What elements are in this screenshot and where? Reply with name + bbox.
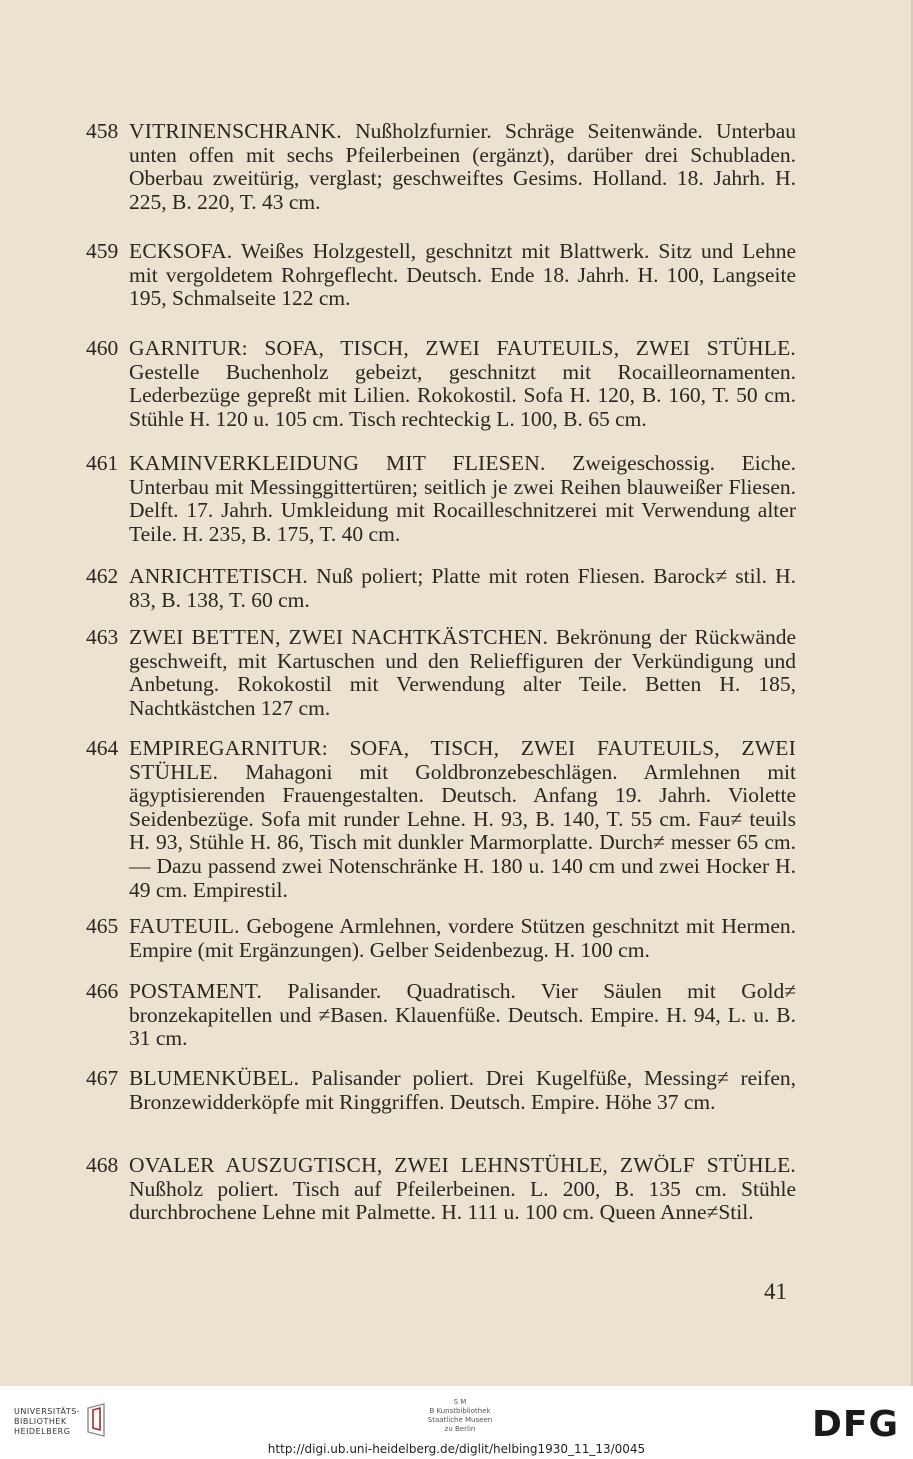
entry-number: 468 xyxy=(86,1153,119,1177)
catalog-entry-465 xyxy=(86,915,796,962)
entry-text xyxy=(129,337,796,431)
entry-text xyxy=(129,915,796,962)
entry-text xyxy=(129,452,796,546)
catalog-entry-468 xyxy=(86,1154,796,1225)
entry-text xyxy=(129,120,796,214)
entry-description: Palisander poliert. Drei Kugelfüße, Messing≠ reifen, Bronzewidderköpfe mit Ringgriffen. Deutsch. Empire. Höhe 37 cm. xyxy=(129,1066,796,1114)
entry-description: Nuß poliert; Platte mit roten Fliesen. Barock≠ stil. H. 83, B. 138, T. 60 cm. xyxy=(129,564,796,612)
entry-text xyxy=(129,626,796,720)
entry-title: ANRICHTETISCH. xyxy=(129,564,308,588)
entry-title: EMPIREGARNITUR: SOFA, TISCH, ZWEI FAUTEUILS, ZWEI STÜHLE. xyxy=(129,736,796,784)
entry-title: OVALER AUSZUGTISCH, ZWEI LEHNSTÜHLE, ZWÖLF STÜHLE. xyxy=(129,1153,796,1177)
entry-number: 461 xyxy=(86,451,119,475)
entry-number: 465 xyxy=(86,914,119,938)
dfg-logo[interactable]: DFG xyxy=(812,1404,900,1445)
entry-title: KAMINVERKLEIDUNG MIT FLIESEN. xyxy=(129,451,546,475)
entry-description: Bekrönung der Rückwände geschweift, mit Kartuschen und den Relieffiguren der Verkündigung und Anbetung. Rokokostil mit Verwendung alter Teile. Betten H. 185, Nachtkästchen 127 cm. xyxy=(129,625,796,720)
entry-text xyxy=(129,240,796,311)
catalog-entry-462 xyxy=(86,565,796,612)
museum-stamp: S M B Kunstbibliothek Staatliche Museen zu Berlin xyxy=(427,1398,493,1433)
catalog-entry-458 xyxy=(86,120,796,214)
entry-text xyxy=(129,1154,796,1225)
source-url-link[interactable]: http://digi.ub.uni-heidelberg.de/diglit/helbing1930_11_13/0045 xyxy=(267,1442,646,1456)
entry-number: 467 xyxy=(86,1066,119,1090)
entry-description: Nußholzfurnier. Schräge Seitenwände. Unterbau unten offen mit sechs Pfeilerbeinen (ergänzt), darüber drei Schubladen. Oberbau zweitürig, verglast; geschweiftes Gesims. Holland. 18. Jahrh. H. 225, B. 220, T. 43 cm. xyxy=(129,119,796,214)
entry-description: Gestelle Buchenholz gebeizt, geschnitzt mit Rocailleornamenten. Lederbezüge gepreßt mit Lilien. Rokokostil. Sofa H. 120, B. 160, T. 50 cm. Stühle H. 120 u. 105 cm. Tisch rechteckig L. 100, B. 65 cm. xyxy=(129,359,796,431)
entry-text xyxy=(129,980,796,1051)
catalog-entry-466 xyxy=(86,980,796,1051)
entry-description: Mahagoni mit Goldbronzebeschlägen. Armlehnen mit ägyptisierenden Frauengestalten. Deutsch. Anfang 19. Jahrh. Violette Seidenbezüge. Sofa mit runder Lehne. H. 93, B. 140, T. 55 cm. Fau≠ teuils H. 93, Stühle H. 86, Tisch mit dunkler Marmorplatte. Durch≠ messer 65 cm. — Dazu passend zwei Notenschränke H. 180 u. 140 cm und zwei Hocker H. 49 cm. Empirestil. xyxy=(129,759,796,902)
page-number: 41 xyxy=(764,1279,787,1304)
catalog-entry-461 xyxy=(86,452,796,546)
entry-title: ECKSOFA. xyxy=(129,239,233,263)
entry-number: 462 xyxy=(86,564,119,588)
catalog-entry-467 xyxy=(86,1067,796,1114)
catalog-entry-459 xyxy=(86,240,796,311)
catalog-entry-464 xyxy=(86,737,796,902)
entry-title: POSTAMENT. xyxy=(129,979,263,1003)
entry-description: Gebogene Armlehnen, vordere Stützen geschnitzt mit Hermen. Empire (mit Ergänzungen). Gelber Seidenbezug. H. 100 cm. xyxy=(129,914,796,962)
entry-description: Weißes Holzgestell, geschnitzt mit Blattwerk. Sitz und Lehne mit vergoldetem Rohrgeflecht. Deutsch. Ende 18. Jahrh. H. 100, Langseite 195, Schmalseite 122 cm. xyxy=(129,239,796,311)
entry-description: Nußholz poliert. Tisch auf Pfeilerbeinen. L. 200, B. 135 cm. Stühle durchbrochene Lehne mit Palmette. H. 111 u. 100 cm. Queen Anne≠Stil. xyxy=(129,1176,796,1225)
entry-text xyxy=(129,565,796,612)
entry-text xyxy=(129,737,796,902)
entry-description: Zweigeschossig. Eiche. Unterbau mit Messinggittertüren; seitlich je zwei Reihen blauweißer Fliesen. Delft. 17. Jahrh. Umkleidung mit Rocailleschnitzerei mit Verwendung alter Teile. H. 235, B. 175, T. 40 cm. xyxy=(129,451,796,546)
entry-number: 464 xyxy=(86,736,119,760)
entry-number: 459 xyxy=(86,239,119,263)
entry-text xyxy=(129,1067,796,1114)
entry-description: Palisander. Quadratisch. Vier Säulen mit Gold≠ bronzekapitellen und ≠Basen. Klauenfüße. Deutsch. Empire. H. 94, L. u. B. 31 cm. xyxy=(129,979,796,1051)
entry-number: 458 xyxy=(86,119,119,143)
entry-title: ZWEI BETTEN, ZWEI NACHTKÄSTCHEN. xyxy=(129,625,549,649)
entry-number: 466 xyxy=(86,979,119,1003)
library-logo-icon[interactable] xyxy=(84,1402,110,1438)
entry-title: FAUTEUIL. xyxy=(129,914,240,938)
catalog-entry-460 xyxy=(86,337,796,431)
library-name[interactable]: UNIVERSITÄTS- BIBLIOTHEK HEIDELBERG xyxy=(14,1407,81,1436)
catalog-entry-463 xyxy=(86,626,796,720)
entry-title: VITRINENSCHRANK. xyxy=(129,119,342,143)
entry-number: 460 xyxy=(86,336,119,360)
entry-title: BLUMENKÜBEL. xyxy=(129,1066,300,1090)
entry-number: 463 xyxy=(86,625,119,649)
entry-title: GARNITUR: SOFA, TISCH, ZWEI FAUTEUILS, ZWEI STÜHLE. xyxy=(129,336,796,360)
